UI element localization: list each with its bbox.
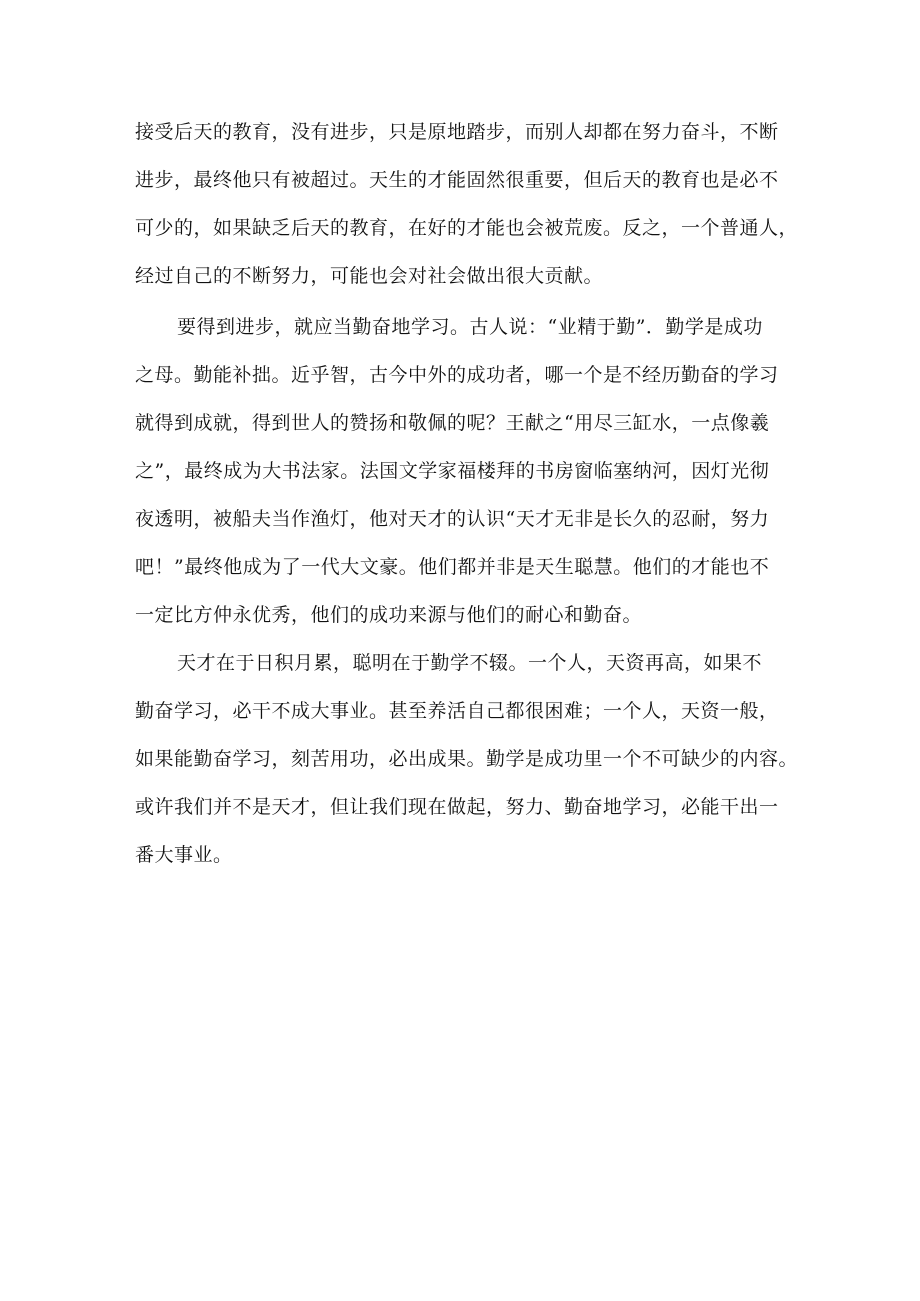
text-line: 就得到成就，得到世人的赞扬和敬佩的呢？王献之“用尽三缸水，一点像羲 (135, 412, 770, 434)
text-line: 夜透明，被船夫当作渔灯，他对天才的认识“天才无非是长久的忍耐，努力 (135, 508, 770, 530)
text-line: 接受后天的教育，没有进步，只是原地踏步，而别人却都在努力奋斗，不断 (135, 121, 779, 143)
text-line: 要得到进步，就应当勤奋地学习。古人说：“业精于勤”．勤学是成功 (177, 316, 763, 338)
text-line: 可少的，如果缺乏后天的教育，在好的才能也会被荒废。反之，一个普通人， (135, 217, 799, 239)
text-line: 一定比方仲永优秀，他们的成功来源与他们的耐心和勤奋。 (135, 604, 643, 626)
text-line: 吧！”最终他成为了一代大文豪。他们都并非是天生聪慧。他们的才能也不 (135, 556, 770, 578)
text-line: 如果能勤奋学习，刻苦用功，必出成果。勤学是成功里一个不可缺少的内容。 (135, 748, 799, 770)
text-line: 勤奋学习，必干不成大事业。甚至养活自己都很困难；一个人，天资一般， (135, 700, 779, 722)
text-line: 番大事业。 (135, 844, 233, 866)
text-line: 天才在于日积月累，聪明在于勤学不辍。一个人，天资再高，如果不 (177, 652, 763, 674)
text-line: 之”，最终成为大书法家。法国文学家福楼拜的书房窗临塞纳河，因灯光彻 (135, 460, 770, 482)
text-line: 经过自己的不断努力，可能也会对社会做出很大贡献。 (135, 265, 604, 287)
text-line: 或许我们并不是天才，但让我们现在做起，努力、勤奋地学习，必能干出一 (135, 796, 779, 818)
text-line: 之母。勤能补拙。近乎智，古今中外的成功者，哪一个是不经历勤奋的学习 (135, 364, 779, 386)
text-line: 进步，最终他只有被超过。天生的才能固然很重要，但后天的教育也是必不 (135, 169, 779, 191)
